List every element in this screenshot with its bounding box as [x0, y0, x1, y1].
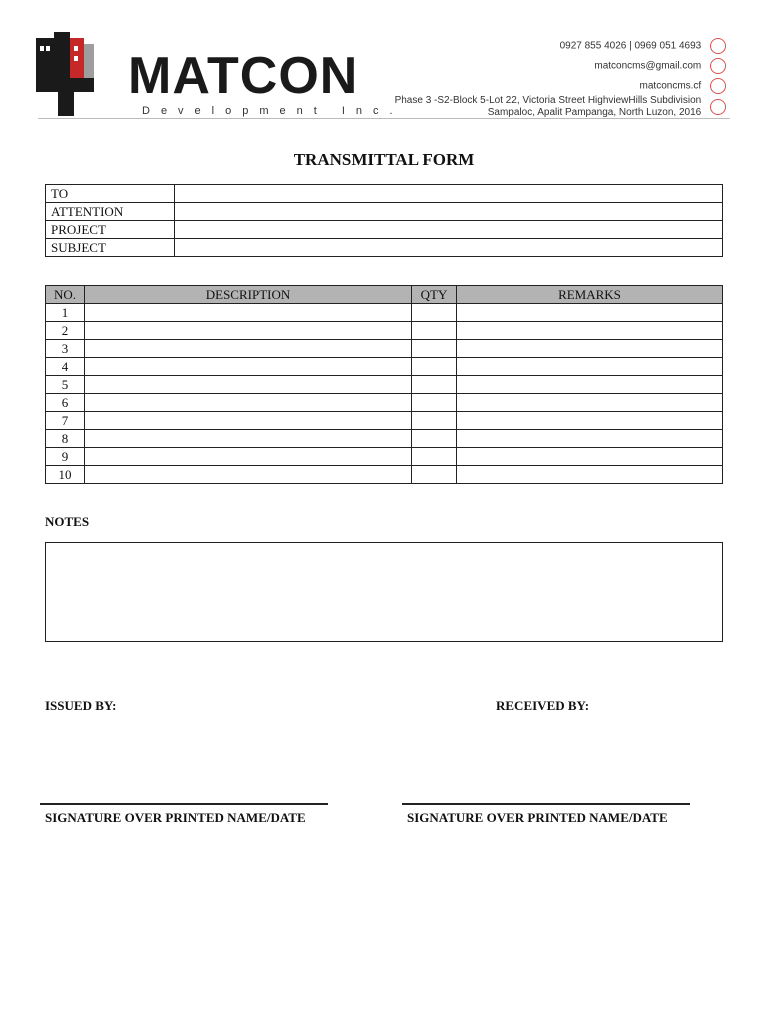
- description-cell[interactable]: [85, 466, 412, 484]
- row-number: 7: [46, 412, 85, 430]
- table-row: [46, 412, 723, 430]
- qty-cell[interactable]: [412, 340, 457, 358]
- info-row-project: [46, 221, 723, 239]
- description-cell[interactable]: [85, 376, 412, 394]
- contact-email: [594, 58, 726, 74]
- remarks-cell[interactable]: [457, 358, 723, 376]
- description-cell[interactable]: [85, 340, 412, 358]
- issued-by-label: ISSUED BY:: [45, 698, 117, 713]
- qty-cell[interactable]: [412, 376, 457, 394]
- signature-line-left[interactable]: [40, 803, 328, 805]
- description-cell[interactable]: [85, 412, 412, 430]
- info-row-attention: [46, 203, 723, 221]
- header-description: DESCRIPTION: [85, 286, 412, 304]
- row-number: 5: [46, 376, 85, 394]
- qty-cell[interactable]: [412, 412, 457, 430]
- info-row-subject: [46, 239, 723, 257]
- info-label: SUBJECT: [46, 239, 175, 257]
- brand-subtitle: Development Inc.: [142, 105, 404, 117]
- website-text: matconcms.cf: [639, 80, 702, 92]
- table-row: [46, 304, 723, 322]
- description-cell[interactable]: [85, 322, 412, 340]
- info-table: [45, 184, 723, 257]
- qty-cell[interactable]: [412, 448, 457, 466]
- logo-mark-icon: [36, 28, 106, 118]
- remarks-cell[interactable]: [457, 394, 723, 412]
- received-by-label: RECEIVED BY:: [496, 698, 590, 713]
- info-value-field[interactable]: [175, 185, 723, 203]
- qty-cell[interactable]: [412, 466, 457, 484]
- remarks-cell[interactable]: [457, 448, 723, 466]
- info-value-field[interactable]: [175, 203, 723, 221]
- info-label: TO: [46, 185, 175, 203]
- remarks-cell[interactable]: [457, 430, 723, 448]
- contact-address: [395, 95, 726, 119]
- info-value-field[interactable]: [175, 239, 723, 257]
- notes-field[interactable]: [45, 542, 723, 642]
- contact-phone: [560, 38, 726, 54]
- row-number: 2: [46, 322, 85, 340]
- table-row: [46, 358, 723, 376]
- address-line-1: Phase 3 -S2-Block 5-Lot 22, Victoria Street HighviewHills Subdivision: [394, 95, 702, 106]
- header-divider: [38, 118, 730, 119]
- qty-cell[interactable]: [412, 394, 457, 412]
- remarks-cell[interactable]: [457, 412, 723, 430]
- qty-cell[interactable]: [412, 430, 457, 448]
- header-no: NO.: [46, 286, 85, 304]
- row-number: 8: [46, 430, 85, 448]
- description-cell[interactable]: [85, 448, 412, 466]
- mail-icon: [710, 58, 726, 74]
- phone-icon: [710, 38, 726, 54]
- contact-website: [640, 78, 726, 94]
- remarks-cell[interactable]: [457, 376, 723, 394]
- signature-line-right[interactable]: [402, 803, 690, 805]
- brand-name: MATCON: [128, 47, 359, 105]
- header-qty: QTY: [412, 286, 457, 304]
- row-number: 9: [46, 448, 85, 466]
- signature-caption-right: SIGNATURE OVER PRINTED NAME/DATE: [407, 810, 668, 825]
- description-cell[interactable]: [85, 304, 412, 322]
- table-row: [46, 340, 723, 358]
- table-row: [46, 376, 723, 394]
- phone-text: 0927 855 4026 | 0969 051 4693: [559, 40, 702, 52]
- qty-cell[interactable]: [412, 322, 457, 340]
- row-number: 10: [46, 466, 85, 484]
- table-row: [46, 394, 723, 412]
- table-row: [46, 322, 723, 340]
- address-line-2: Sampaloc, Apalit Pampanga, North Luzon, 2016: [487, 107, 702, 118]
- row-number: 3: [46, 340, 85, 358]
- info-label: ATTENTION: [46, 203, 175, 221]
- row-number: 1: [46, 304, 85, 322]
- location-pin-icon: [710, 99, 726, 115]
- info-row-to: [46, 185, 723, 203]
- company-logo: [36, 28, 404, 118]
- qty-cell[interactable]: [412, 358, 457, 376]
- table-row: [46, 466, 723, 484]
- info-label: PROJECT: [46, 221, 175, 239]
- remarks-cell[interactable]: [457, 304, 723, 322]
- form-title: TRANSMITTAL FORM: [293, 150, 475, 169]
- header-remarks: REMARKS: [457, 286, 723, 304]
- signature-caption-left: SIGNATURE OVER PRINTED NAME/DATE: [45, 810, 306, 825]
- items-table: [45, 285, 723, 484]
- description-cell[interactable]: [85, 394, 412, 412]
- qty-cell[interactable]: [412, 304, 457, 322]
- remarks-cell[interactable]: [457, 322, 723, 340]
- table-row: [46, 448, 723, 466]
- table-row: [46, 430, 723, 448]
- remarks-cell[interactable]: [457, 340, 723, 358]
- items-header-row: [46, 286, 723, 304]
- globe-icon: [710, 78, 726, 94]
- row-number: 6: [46, 394, 85, 412]
- email-text: matconcms@gmail.com: [594, 60, 702, 72]
- notes-label: NOTES: [45, 514, 90, 529]
- info-value-field[interactable]: [175, 221, 723, 239]
- description-cell[interactable]: [85, 430, 412, 448]
- row-number: 4: [46, 358, 85, 376]
- description-cell[interactable]: [85, 358, 412, 376]
- remarks-cell[interactable]: [457, 466, 723, 484]
